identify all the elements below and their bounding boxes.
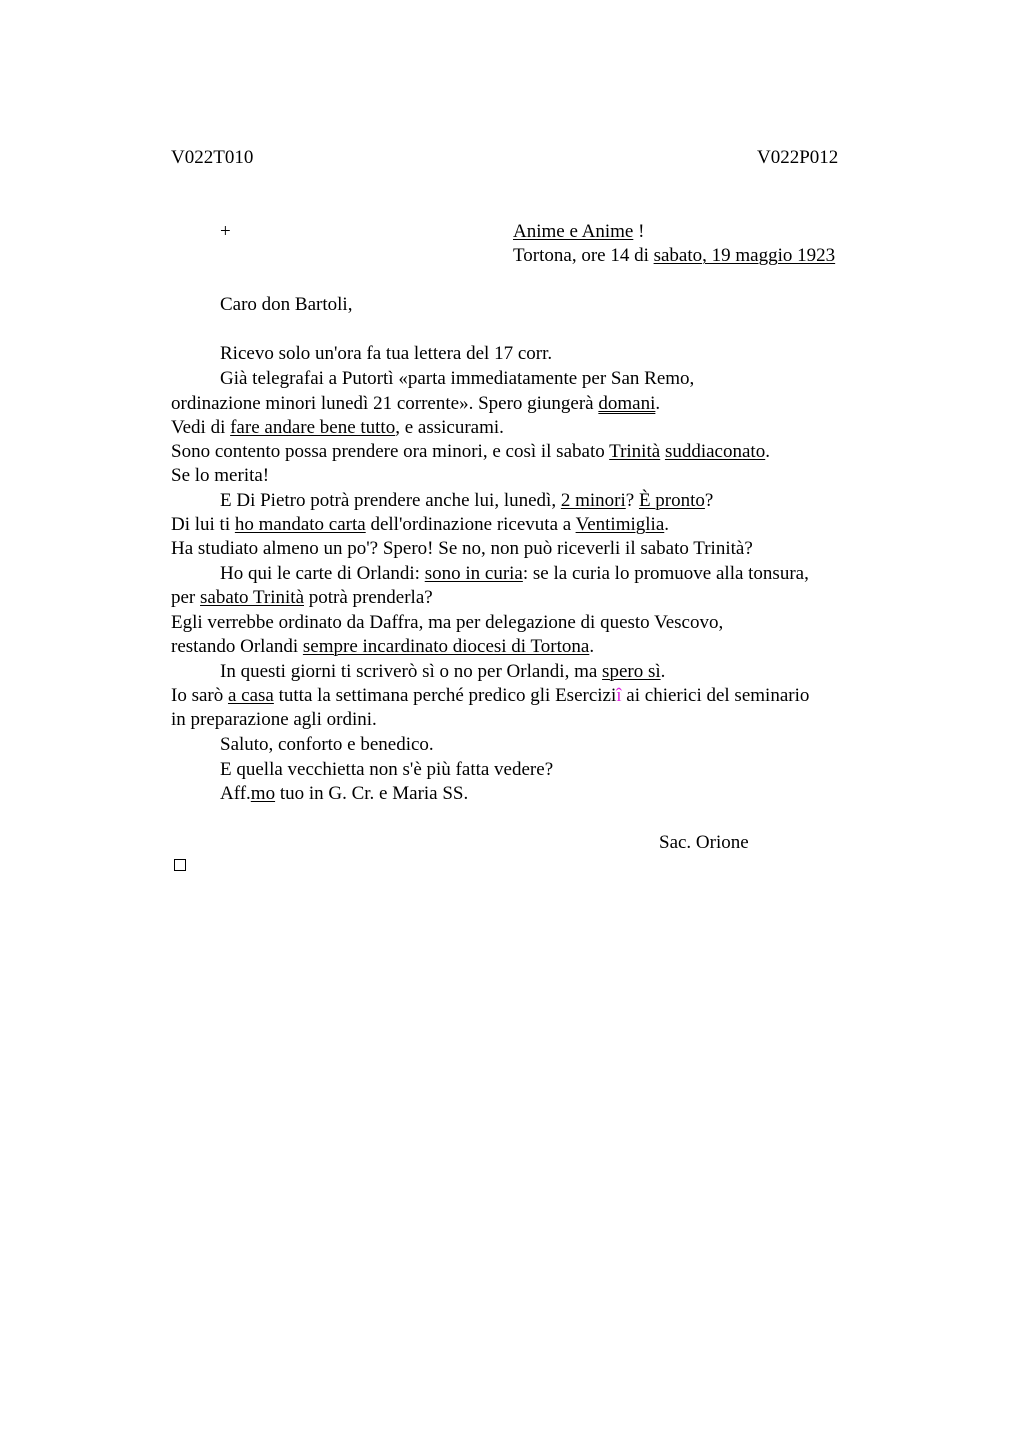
text: Di lui ti — [171, 514, 235, 535]
body-line: E quella vecchietta non s'è più fatta vedere? — [220, 759, 554, 780]
underlined-text: Trinità — [609, 441, 661, 462]
text: ? — [625, 490, 639, 511]
body-line: Ricevo solo un'ora fa tua lettera del 17 corr. — [220, 343, 553, 364]
body-line — [171, 392, 660, 416]
closing-line — [220, 782, 468, 806]
text: : se la curia lo promuove alla tonsura, — [522, 563, 809, 584]
underlined-text: sabato Trinità — [200, 587, 304, 608]
text: tutta la settimana perché predico gli Esercizi — [273, 685, 617, 706]
salutation: Caro don Bartoli, — [220, 294, 353, 315]
date-text: sabato, 19 maggio 1923 — [653, 245, 836, 266]
text: dell'ordinazione ricevuta a — [365, 514, 576, 535]
text: ai chierici del seminario — [621, 685, 810, 706]
text: tuo in G. Cr. e Maria SS. — [275, 783, 469, 804]
text: . — [660, 661, 666, 682]
body-line: Già telegrafai a Putortì «parta immediatamente per San Remo, — [220, 368, 695, 389]
text: Io sarò — [171, 685, 228, 706]
body-line — [220, 562, 809, 586]
body-line — [171, 635, 594, 659]
text: Vedi di — [171, 417, 231, 438]
underlined-text: sono in curia — [424, 563, 523, 584]
body-line — [171, 416, 504, 440]
body-line — [171, 586, 433, 610]
underlined-text: sempre incardinato diocesi di Tortona — [302, 636, 590, 657]
document-code-left: V022T010 — [171, 147, 254, 168]
highlighted-char: î — [616, 685, 622, 706]
body-line — [171, 513, 669, 537]
body-line: in preparazione agli ordini. — [171, 709, 377, 730]
motto-suffix: ! — [633, 221, 645, 242]
text: . — [655, 393, 661, 414]
underlined-text: ho mandato carta — [234, 514, 366, 535]
underlined-text: 2 minori — [560, 490, 626, 511]
underlined-text: È pronto — [638, 490, 705, 511]
place-text: Tortona, ore 14 di — [513, 245, 654, 266]
place-date — [513, 244, 835, 268]
text: . — [589, 636, 595, 657]
body-line — [220, 660, 665, 684]
text: ordinazione minori lunedì 21 corrente». Spero giungerà — [171, 393, 599, 414]
text: potrà prenderla? — [304, 587, 433, 608]
body-line: Saluto, conforto e benedico. — [220, 734, 434, 755]
text: Sono contento possa prendere ora minori, e così il sabato — [171, 441, 610, 462]
text: ? — [704, 490, 714, 511]
text: In questi giorni ti scriverò sì o no per Orlandi, ma — [220, 661, 603, 682]
underlined-text: suddiaconato — [664, 441, 766, 462]
text: Ho qui le carte di Orlandi: — [220, 563, 425, 584]
text: , e assicurami. — [395, 417, 504, 438]
body-line — [171, 684, 809, 708]
underlined-text: mo — [250, 783, 276, 804]
underlined-text: fare andare bene tutto — [230, 417, 396, 438]
end-box-icon — [174, 859, 186, 871]
underlined-text: Ventimiglia — [575, 514, 665, 535]
text: restando Orlandi — [171, 636, 303, 657]
document-code-right: V022P012 — [757, 147, 839, 168]
body-line — [220, 489, 713, 513]
body-line: Ha studiato almeno un po'? Spero! Se no, non può riceverli il sabato Trinità? — [171, 538, 753, 559]
text: E Di Pietro potrà prendere anche lui, lunedì, — [220, 490, 561, 511]
body-line: Se lo merita! — [171, 465, 270, 486]
body-line: Egli verrebbe ordinato da Daffra, ma per delegazione di questo Vescovo, — [171, 612, 724, 633]
underlined-text: a casa — [227, 685, 274, 706]
signature: Sac. Orione — [659, 832, 749, 853]
cross-mark: + — [220, 221, 231, 242]
text: . — [765, 441, 770, 462]
text: Aff. — [220, 783, 251, 804]
text: per — [171, 587, 201, 608]
double-underlined-text: domani — [598, 393, 656, 414]
text: . — [664, 514, 669, 535]
motto — [513, 220, 644, 244]
motto-text: Anime e Anime — [513, 221, 634, 242]
underlined-text: spero sì — [602, 661, 661, 682]
body-line — [171, 440, 770, 464]
